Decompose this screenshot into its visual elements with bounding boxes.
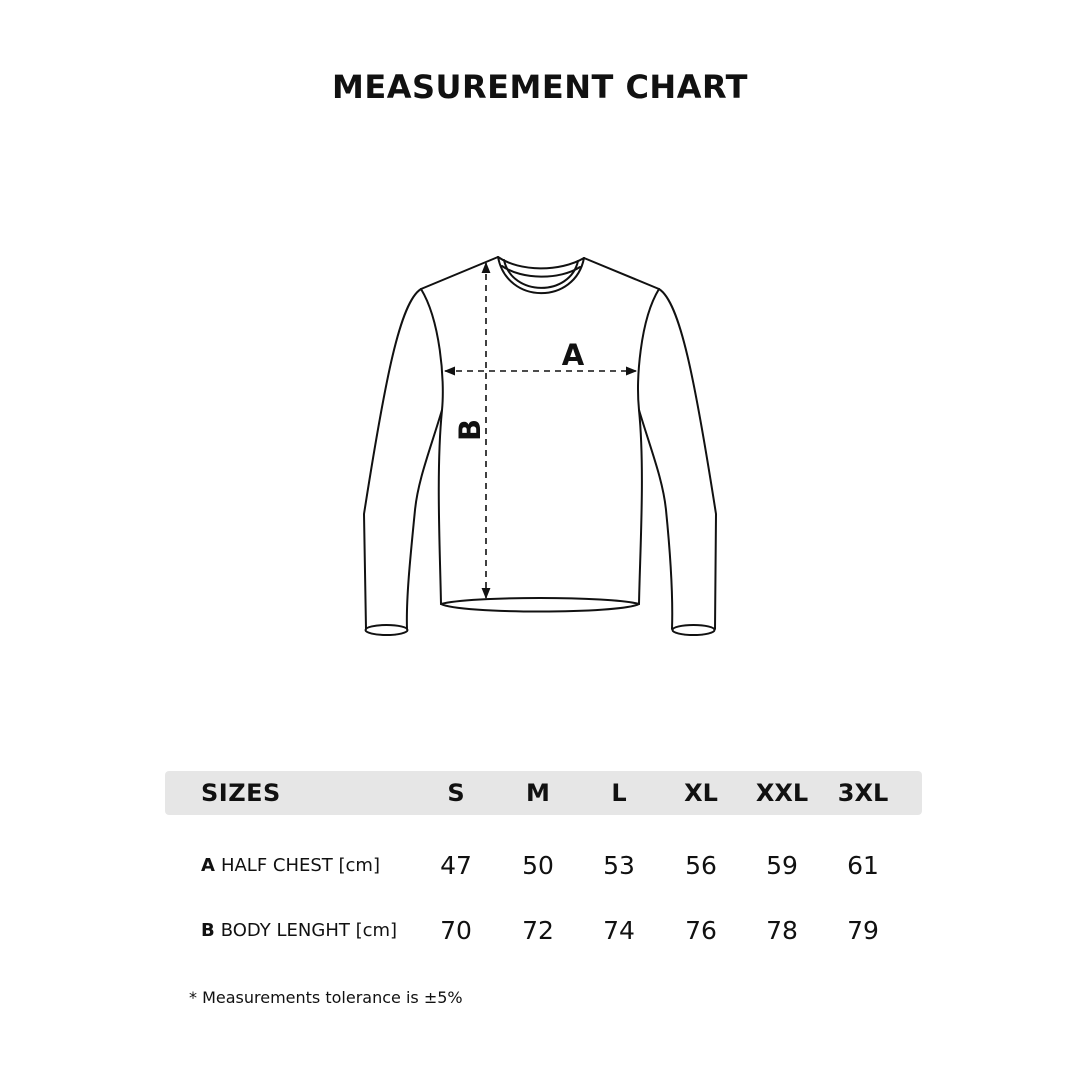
- value-cell: 79: [847, 916, 879, 945]
- size-m: M: [526, 779, 550, 807]
- value-cell: 74: [603, 916, 635, 945]
- body-right-side: [638, 289, 659, 604]
- right-shoulder: [584, 258, 659, 289]
- page-title: MEASUREMENT CHART: [331, 68, 748, 106]
- header-sizes: SIZES: [201, 779, 281, 807]
- value-cell: 47: [440, 851, 472, 880]
- value-cell: 76: [685, 916, 717, 945]
- size-3xl: 3XL: [837, 779, 889, 807]
- right-sleeve-outer: [659, 289, 716, 629]
- right-sleeve-inner: [639, 410, 672, 629]
- row-half-chest: [165, 846, 922, 886]
- body-left-side: [421, 289, 443, 604]
- neck-rib: [498, 257, 584, 268]
- row-letter: B: [201, 920, 215, 941]
- label-b: B: [453, 418, 487, 442]
- row-body-length: [165, 911, 922, 951]
- size-xl: XL: [684, 779, 718, 807]
- value-cell: 59: [766, 851, 798, 880]
- value-cell: 78: [766, 916, 798, 945]
- row-label: [201, 846, 380, 886]
- value-cell: 72: [522, 916, 554, 945]
- hem-band: [441, 598, 639, 604]
- tolerance-note: * Measurements tolerance is ±5%: [189, 988, 463, 1007]
- label-a: A: [561, 338, 585, 372]
- left-sleeve-inner: [407, 410, 442, 629]
- value-cell: 53: [603, 851, 635, 880]
- value-cell: 70: [440, 916, 472, 945]
- row-label: [201, 911, 397, 951]
- right-cuff: [673, 625, 715, 635]
- size-s: S: [447, 779, 465, 807]
- size-xxl: XXL: [755, 779, 809, 807]
- size-l: L: [611, 779, 627, 807]
- value-cell: 50: [522, 851, 554, 880]
- value-cell: 61: [847, 851, 879, 880]
- left-sleeve-outer: [364, 289, 421, 629]
- hem: [441, 604, 639, 612]
- value-cell: 56: [685, 851, 717, 880]
- row-letter: A: [201, 855, 215, 876]
- left-cuff: [366, 625, 408, 635]
- table-header: [165, 771, 922, 815]
- row-label-text: BODY LENGHT [cm]: [220, 920, 398, 941]
- size-table: [165, 771, 922, 945]
- sweater-outline: [364, 257, 716, 635]
- left-shoulder: [421, 257, 498, 289]
- row-label-text: HALF CHEST [cm]: [220, 855, 380, 876]
